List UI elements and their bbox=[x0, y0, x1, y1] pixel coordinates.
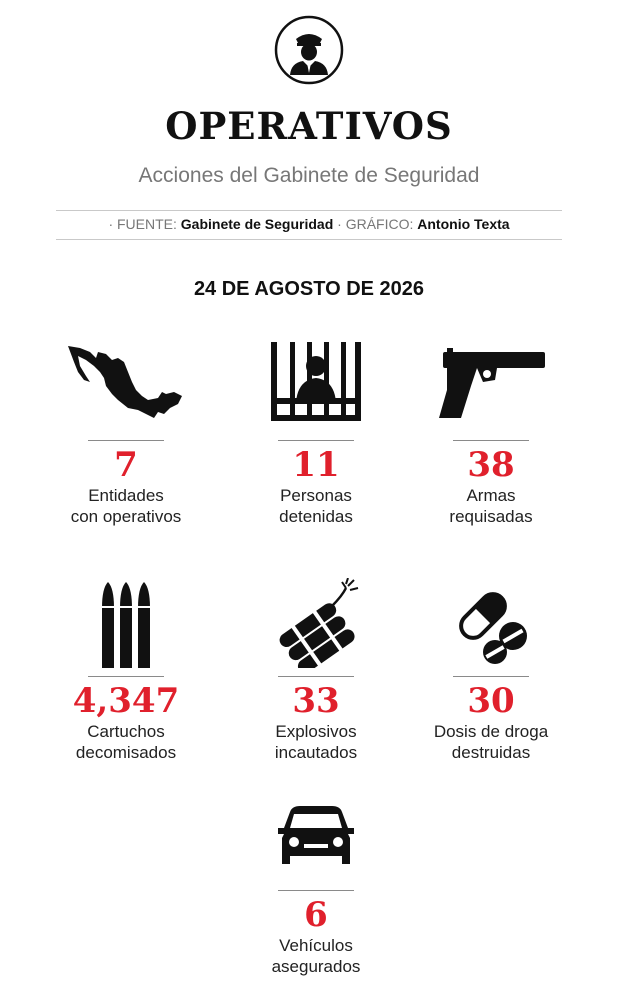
stat-value: 38 bbox=[467, 445, 515, 485]
stat-label: Vehículos asegurados bbox=[271, 936, 361, 976]
stat-value: 6 bbox=[304, 895, 328, 935]
stat-value: 33 bbox=[292, 681, 340, 721]
stat-label: Cartuchos decomisados bbox=[75, 722, 177, 762]
pills-icon bbox=[431, 578, 551, 668]
stat-personas bbox=[216, 342, 416, 527]
stat-armas bbox=[391, 342, 591, 527]
stat-divider bbox=[453, 440, 529, 441]
stat-divider bbox=[278, 440, 354, 441]
stat-value: 30 bbox=[467, 681, 515, 721]
divider-top bbox=[56, 210, 562, 211]
graphic-author: Antonio Texta bbox=[417, 216, 510, 232]
divider-bottom bbox=[56, 239, 562, 240]
stat-vehiculos bbox=[216, 792, 416, 977]
dynamite-icon bbox=[256, 578, 376, 668]
stat-value: 4,347 bbox=[72, 681, 180, 721]
stat-label: Armas requisadas bbox=[449, 486, 533, 526]
stat-explosivos bbox=[216, 578, 416, 763]
pistol-icon bbox=[431, 342, 551, 432]
stat-label: Entidades con operativos bbox=[70, 486, 182, 526]
stat-value: 7 bbox=[114, 445, 138, 485]
stat-label: Personas detenidas bbox=[279, 486, 353, 526]
credits-line bbox=[0, 216, 618, 232]
stat-divider bbox=[88, 440, 164, 441]
stat-dosis bbox=[391, 578, 591, 763]
bullets-icon bbox=[66, 578, 186, 668]
stat-divider bbox=[453, 676, 529, 677]
stat-label: Dosis de droga destruidas bbox=[433, 722, 549, 762]
stat-value: 11 bbox=[292, 445, 340, 485]
stat-divider bbox=[278, 890, 354, 891]
source-name: Gabinete de Seguridad bbox=[180, 216, 334, 232]
stat-divider bbox=[88, 676, 164, 677]
car-icon bbox=[256, 792, 376, 882]
graphic-prefix: · GRÁFICO: bbox=[333, 216, 418, 232]
stat-label: Explosivos incautados bbox=[274, 722, 358, 762]
police-officer-icon bbox=[274, 15, 344, 85]
page-subtitle: Acciones del Gabinete de Seguridad bbox=[138, 164, 480, 187]
stat-divider bbox=[278, 676, 354, 677]
mexico-map-icon bbox=[66, 342, 186, 432]
jailed-person-icon bbox=[256, 342, 376, 432]
stat-cartuchos bbox=[26, 578, 226, 763]
source-prefix: · FUENTE: bbox=[108, 216, 181, 232]
report-date: 24 DE AGOSTO DE 2026 bbox=[193, 278, 425, 300]
stat-entidades bbox=[26, 342, 226, 527]
page-title: OPERATIVOS bbox=[165, 104, 453, 148]
